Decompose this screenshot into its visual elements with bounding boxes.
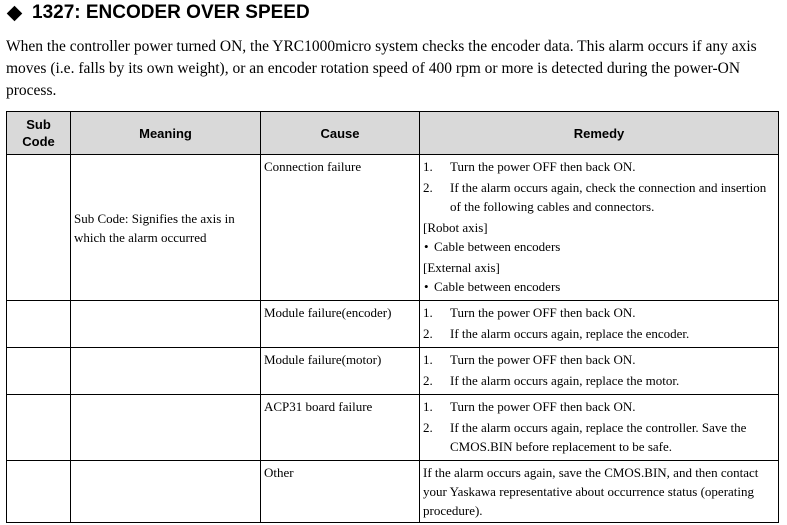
bullet-text: Cable between encoders bbox=[434, 279, 561, 294]
header-sub-code bbox=[7, 112, 71, 155]
cause-cell: Module failure(encoder) bbox=[261, 301, 420, 348]
step-number: 1. bbox=[423, 305, 433, 320]
remedy-step bbox=[423, 303, 775, 322]
cause-cell: Module failure(motor) bbox=[261, 348, 420, 395]
step-number: 2. bbox=[423, 420, 433, 435]
remedy-step bbox=[423, 157, 775, 176]
group-label: [Robot axis] bbox=[423, 220, 488, 235]
remedy-step bbox=[423, 418, 775, 456]
step-number: 2. bbox=[423, 373, 433, 388]
remedy-cell bbox=[420, 301, 779, 348]
step-text: If the alarm occurs again, check the connection and insertion of the following cables and connectors. bbox=[450, 180, 767, 214]
table-row bbox=[7, 348, 779, 395]
sub-code-cell bbox=[7, 301, 71, 348]
remedy-step bbox=[423, 350, 775, 369]
group-label: [External axis] bbox=[423, 260, 500, 275]
header-cause: Cause bbox=[261, 112, 420, 155]
step-text: If the alarm occurs again, replace the motor. bbox=[450, 373, 680, 388]
table-row bbox=[7, 301, 779, 348]
remedy-step bbox=[423, 324, 775, 343]
remedy-cell bbox=[420, 155, 779, 301]
remedy-step bbox=[423, 371, 775, 390]
section-heading bbox=[6, 2, 310, 24]
remedy-step bbox=[423, 397, 775, 416]
sub-code-cell bbox=[7, 461, 71, 523]
step-text: Turn the power OFF then back ON. bbox=[450, 352, 636, 367]
step-number: 1. bbox=[423, 159, 433, 174]
step-number: 1. bbox=[423, 399, 433, 414]
header-sub-code-line1: Sub bbox=[26, 117, 51, 132]
step-number: 2. bbox=[423, 180, 433, 195]
table-header-row bbox=[7, 112, 779, 155]
cause-cell: Connection failure bbox=[261, 155, 420, 301]
step-number: 1. bbox=[423, 352, 433, 367]
meaning-cell bbox=[71, 348, 261, 395]
step-text: If the alarm occurs again, replace the encoder. bbox=[450, 326, 690, 341]
remedy-cell: If the alarm occurs again, save the CMOS.BIN, and then contact your Yaskawa representative about occurrence status (operating procedure). bbox=[420, 461, 779, 523]
bullet-text: Cable between encoders bbox=[434, 239, 561, 254]
remedy-step bbox=[423, 178, 775, 216]
step-text: Turn the power OFF then back ON. bbox=[450, 159, 636, 174]
bullet-item bbox=[423, 277, 775, 296]
table-row bbox=[7, 155, 779, 301]
cause-cell: Other bbox=[261, 461, 420, 523]
alarm-table bbox=[6, 111, 779, 523]
meaning-cell: Sub Code: Signifies the axis in which the alarm occurred bbox=[71, 155, 261, 301]
remedy-cell bbox=[420, 348, 779, 395]
bullet-dot-icon: • bbox=[424, 239, 429, 254]
section-title: 1327: ENCODER OVER SPEED bbox=[32, 2, 310, 23]
sub-code-cell bbox=[7, 395, 71, 461]
meaning-cell bbox=[71, 301, 261, 348]
step-text: Turn the power OFF then back ON. bbox=[450, 399, 636, 414]
table-row bbox=[7, 395, 779, 461]
bullet-item bbox=[423, 237, 775, 256]
meaning-cell bbox=[71, 461, 261, 523]
step-text: If the alarm occurs again, replace the controller. Save the CMOS.BIN before replacement to be safe. bbox=[450, 420, 747, 454]
bullet-dot-icon: • bbox=[424, 279, 429, 294]
step-text: Turn the power OFF then back ON. bbox=[450, 305, 636, 320]
table-row bbox=[7, 461, 779, 523]
diamond-bullet-icon bbox=[7, 5, 23, 21]
step-number: 2. bbox=[423, 326, 433, 341]
header-remedy: Remedy bbox=[420, 112, 779, 155]
remedy-cell bbox=[420, 395, 779, 461]
header-sub-code-line2: Code bbox=[22, 134, 55, 149]
sub-code-cell bbox=[7, 155, 71, 301]
sub-code-cell bbox=[7, 348, 71, 395]
intro-paragraph: When the controller power turned ON, the YRC1000micro system checks the encoder data. This alarm occurs if any axis moves (i.e. falls by its own weight), or an encoder rotation speed of 400 rpm or more is detected during the power-ON process. bbox=[6, 38, 757, 99]
cause-cell: ACP31 board failure bbox=[261, 395, 420, 461]
meaning-cell bbox=[71, 395, 261, 461]
header-meaning: Meaning bbox=[71, 112, 261, 155]
